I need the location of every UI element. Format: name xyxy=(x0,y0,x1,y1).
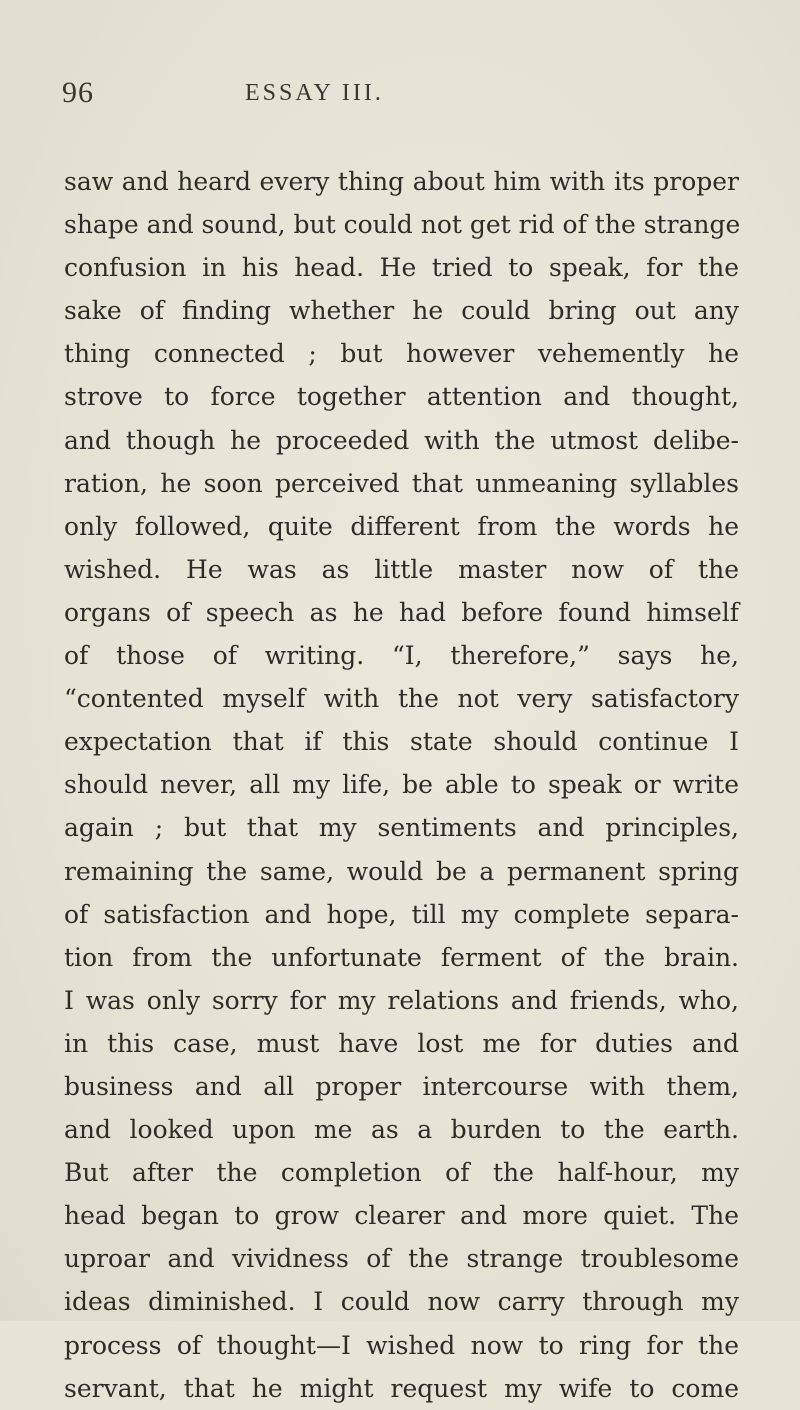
running-head xyxy=(0,76,800,116)
text-line: confusion in his head. He tried to speak, for the xyxy=(64,253,739,283)
text-line: shape and sound, but could not get rid of the strange xyxy=(64,210,741,240)
text-line: thing connected ; but however vehemently he xyxy=(64,339,739,369)
text-line: business and all proper intercourse with them, xyxy=(64,1071,739,1101)
text-line: remaining the same, would be a permanent spring xyxy=(64,856,739,886)
text-line: I was only sorry for my relations and friends, who, xyxy=(64,985,739,1015)
running-title: ESSAY III. xyxy=(245,80,384,106)
text-line: ideas diminished. I could now carry through my xyxy=(64,1287,739,1317)
page-number: 96 xyxy=(62,76,94,109)
text-line: saw and heard every thing about him with its proper xyxy=(64,167,739,196)
text-line: sake of finding whether he could bring out any xyxy=(64,296,739,326)
text-line: ration, he soon perceived that unmeaning syllables xyxy=(64,468,739,498)
text-line: “contented myself with the not very satisfactory xyxy=(64,684,739,714)
text-line: in this case, must have lost me for duties and xyxy=(64,1028,739,1058)
text-line: and looked upon me as a burden to the earth. xyxy=(64,1115,739,1145)
text-line: should never, all my life, be able to speak or write xyxy=(64,770,739,800)
text-line: wished. He was as little master now of the xyxy=(64,554,739,584)
text-line: of satisfaction and hope, till my complete separa- xyxy=(64,899,739,929)
text-line: and though he proceeded with the utmost delibe- xyxy=(64,425,739,455)
text-line: head began to grow clearer and more quiet. The xyxy=(64,1201,739,1231)
text-line: strove to force together attention and thought, xyxy=(64,382,739,412)
text-line: of those of writing. “I, therefore,” says he, xyxy=(64,641,739,671)
body-text xyxy=(64,160,739,1410)
text-line: organs of speech as he had before found himself xyxy=(64,597,739,627)
text-line: only followed, quite different from the words he xyxy=(64,511,739,541)
text-line: tion from the unfortunate ferment of the brain. xyxy=(64,942,739,972)
text-line: uproar and vividness of the strange troublesome xyxy=(64,1244,739,1274)
text-line: expectation that if this state should continue I xyxy=(64,727,739,757)
text-line: again ; but that my sentiments and principles, xyxy=(64,813,739,843)
text-line: But after the completion of the half-hour, my xyxy=(64,1158,739,1188)
text-line: process of thought—I wished now to ring for the xyxy=(64,1330,739,1360)
text-line: servant, that he might request my wife to come xyxy=(64,1373,739,1403)
